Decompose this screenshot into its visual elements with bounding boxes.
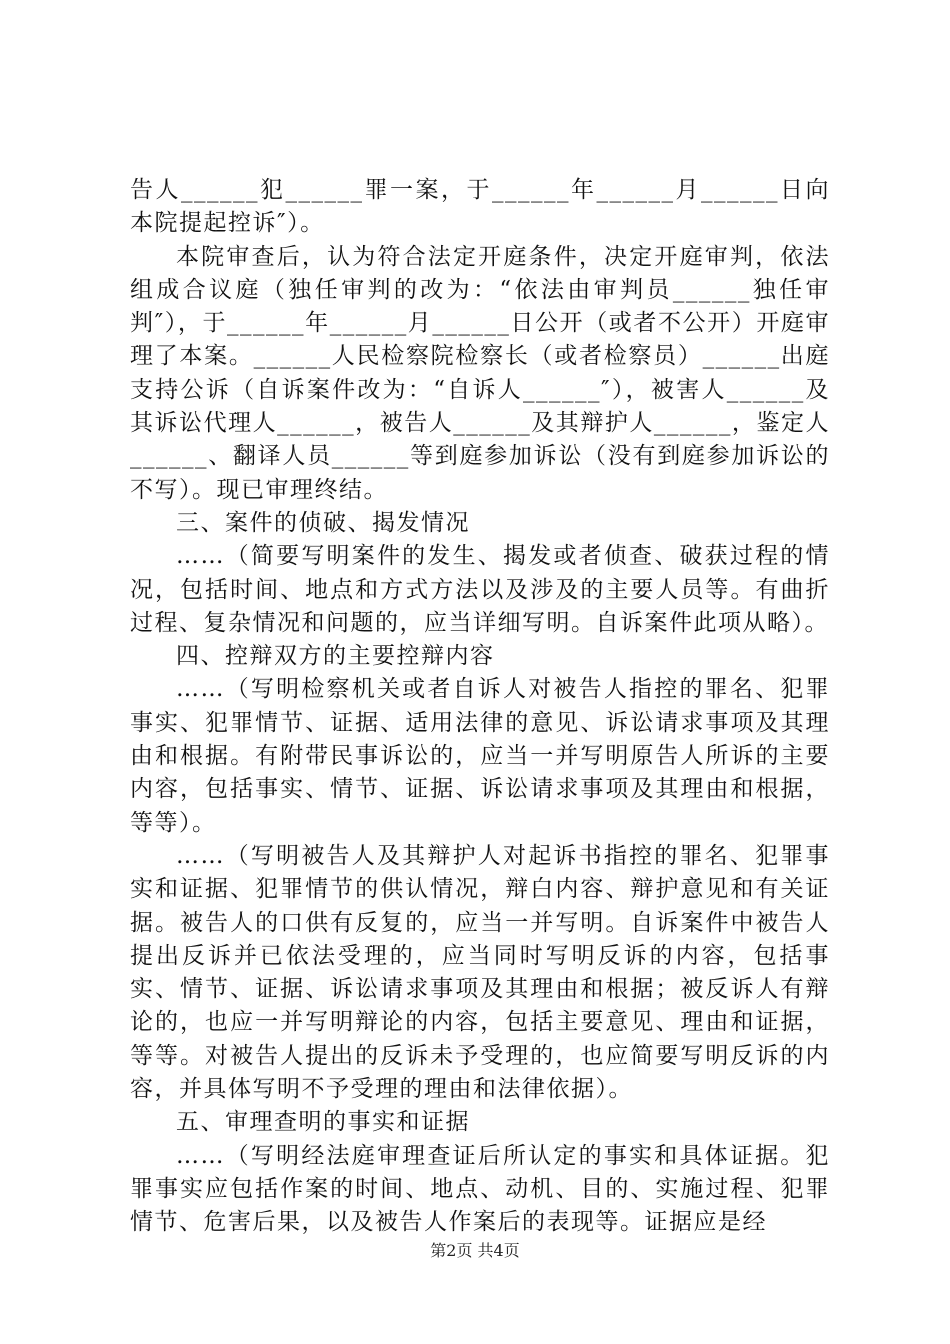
paragraph-section-4-body-2: ……（写明被告人及其辩护人对起诉书指控的罪名、犯罪事实和证据、犯罪情节的供认情况，辩白内容、辩护意见和有关证据。被告人的口供有反复的，应当一并写明。自诉案件中被告人提出反诉并已依法受理的，应当同时写明反诉的内容，包括事实、情节、证据、诉讼请求事项及其理由和根据；被反诉人有辩论的，也应一并写明辩论的内容，包括主要意见、理由和证据，等等。对被告人提出的反诉未予受理的，也应简要写明反诉的内容，并具体写明不予受理的理由和法律依据）。 [130,842,830,1103]
paragraph-section-5-body: ……（写明经法庭审理查证后所认定的事实和具体证据。犯罪事实应包括作案的时间、地点、动机、目的、实施过程、犯罪情节、危害后果，以及被告人作案后的表现等。证据应是经 [130,1142,830,1236]
paragraph-section-3-body: ……（简要写明案件的发生、揭发或者侦查、破获过程的情况，包括时间、地点和方式方法以及涉及的主要人员等。有曲折过程、复杂情况和问题的，应当详细写明。自诉案件此项从略）。 [130,543,830,636]
document-page [130,174,830,1240]
section-heading-3: 三、案件的侦破、揭发情况 [176,509,470,536]
paragraph-section-4-body-1: ……（写明检察机关或者自诉人对被告人指控的罪名、犯罪事实、犯罪情节、证据、适用法律的意见、诉讼请求事项及其理由和根据。有附带民事诉讼的，应当一并写明原告人所诉的主要内容，包括事实、情节、证据、诉讼请求事项及其理由和根据，等等）。 [130,676,830,836]
page-number-footer: 第2页 共4页 [430,1241,520,1260]
paragraph-case-intro: 告人______犯______罪一案，于______年______月______日向本院提起控诉″）。 [130,177,830,237]
paragraph-trial-composition: 本院审查后，认为符合法定开庭条件，决定开庭审判，依法组成合议庭（独任审判的改为：“依法由审判员______独任审判″），于______年______月______日公开（或者不公开）开庭审理了本案。______人民检察院检察长（或者检察员）______出庭支持公诉（自诉案件改为：“自诉人______″），被害人______及其诉讼代理人______，被告人______及其辩护人______，鉴定人______、翻译人员______等到庭参加诉讼（没有到庭参加诉讼的不写）。现已审理终结。 [130,243,830,503]
section-heading-5: 五、审理查明的事实和证据 [176,1109,470,1136]
section-heading-4: 四、控辩双方的主要控辩内容 [176,643,495,670]
